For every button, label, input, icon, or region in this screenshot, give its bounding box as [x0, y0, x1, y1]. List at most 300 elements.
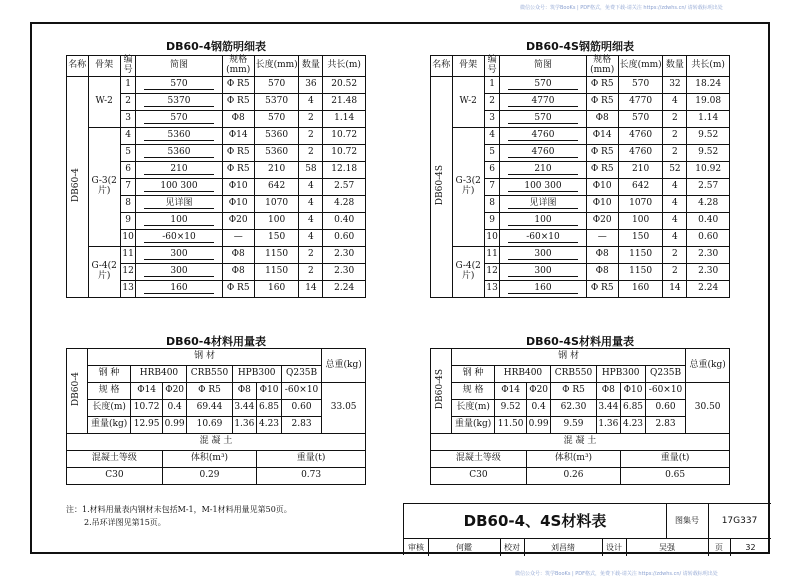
cell: 6.85	[257, 400, 282, 417]
col-no: 编号	[120, 56, 136, 77]
cell-sketch	[136, 93, 222, 110]
cell-no: 12	[484, 263, 500, 280]
cell: Φ10	[222, 195, 254, 212]
cell-no: 5	[120, 144, 136, 161]
cell-sketch	[500, 144, 586, 161]
cell-no: 10	[484, 229, 500, 246]
cell-sketch	[500, 127, 586, 144]
bar-sketch: 300	[508, 249, 578, 260]
col-total: 共长(m)	[323, 56, 366, 77]
cell: 2.30	[687, 263, 730, 280]
cell-no: 5	[484, 144, 500, 161]
cell-no: 10	[120, 229, 136, 246]
cell-sketch	[136, 212, 222, 229]
cell: 2.83	[281, 417, 321, 434]
label: 钢 种	[87, 366, 131, 383]
bar-sketch: 5360	[144, 130, 214, 141]
cell-no: 1	[120, 76, 136, 93]
cell: 150	[618, 229, 663, 246]
cell: 混凝土等级	[67, 451, 163, 468]
bar-sketch: 4760	[508, 130, 578, 141]
total-header: 总重(kg)	[686, 349, 730, 383]
component-name: DB60-4	[71, 167, 82, 202]
cell: 62.30	[551, 400, 596, 417]
watermark-bottom: 微信公众号：筑学BooKs | PDF格式，免费下载-请关注 https://zdwhs.cn/ 请转载标明出处	[515, 571, 718, 577]
label: 重量(kg)	[451, 417, 495, 434]
frame-g3: G-3(2片)	[88, 127, 120, 246]
cell: 9.52	[495, 400, 526, 417]
cell: 4.23	[621, 417, 646, 434]
cell-sketch	[136, 246, 222, 263]
cell-sketch	[500, 212, 586, 229]
col-qty: 数量	[299, 56, 323, 77]
cell: 2	[299, 127, 323, 144]
cell: 570	[618, 110, 663, 127]
cell: Φ10	[621, 383, 646, 400]
cell: —	[586, 229, 618, 246]
cell: 5370	[254, 93, 299, 110]
notes	[66, 503, 292, 529]
cell: 9.52	[687, 127, 730, 144]
design-label: 设计	[602, 539, 627, 556]
cell: 0.40	[323, 212, 366, 229]
cell-sketch	[136, 229, 222, 246]
cell: 4	[299, 178, 323, 195]
bar-sketch: 300	[144, 249, 214, 260]
left-material-table	[66, 348, 366, 485]
cell: 36	[299, 76, 323, 93]
cell: 4	[663, 93, 687, 110]
bar-sketch: 100 300	[508, 181, 578, 192]
cell: 重量(t)	[257, 451, 366, 468]
cell: Φ R5	[586, 76, 618, 93]
bar-sketch: 570	[508, 79, 578, 90]
cell: Φ R5	[222, 76, 254, 93]
cell: 体积(m³)	[526, 451, 620, 468]
cell: 0.99	[162, 417, 187, 434]
cell: 2	[663, 110, 687, 127]
cell: Φ10	[257, 383, 282, 400]
cell: C30	[67, 468, 163, 485]
cell: 5360	[254, 144, 299, 161]
cell: 0.60	[323, 229, 366, 246]
cell-sketch	[136, 263, 222, 280]
col-name: 名称	[431, 56, 453, 77]
cell: 20.52	[323, 76, 366, 93]
cell: Φ10	[586, 195, 618, 212]
cell-no: 7	[120, 178, 136, 195]
left-detail-title: DB60-4钢筋明细表	[165, 40, 267, 53]
cell: 2.30	[323, 263, 366, 280]
cell: 10.72	[323, 144, 366, 161]
check-label: 校对	[500, 539, 525, 556]
table-row	[67, 246, 366, 263]
cell-sketch	[500, 178, 586, 195]
cell: 69.44	[187, 400, 232, 417]
left-material-title: DB60-4材料用量表	[165, 335, 267, 348]
col-total: 共长(m)	[687, 56, 730, 77]
cell-no: 3	[120, 110, 136, 127]
col-sketch: 简图	[500, 56, 586, 77]
cell-sketch	[500, 76, 586, 93]
frame-w2: W-2	[88, 76, 120, 127]
cell: Φ R5	[586, 144, 618, 161]
frame-w2: W-2	[452, 76, 484, 127]
concrete-header: 混 凝 土	[67, 434, 366, 451]
checker: 刘昌绪	[524, 539, 603, 556]
cell: 1150	[618, 263, 663, 280]
cell-no: 6	[484, 161, 500, 178]
cell: 160	[618, 280, 663, 297]
cell: 570	[254, 76, 299, 93]
cell: 0.99	[526, 417, 551, 434]
note-2: 2.吊环详图见第15页。	[84, 518, 166, 527]
cell: 3.44	[232, 400, 257, 417]
total-weight: 33.05	[322, 383, 366, 434]
cell: 100	[618, 212, 663, 229]
atlas-number: 17G337	[721, 516, 758, 526]
cell: 1070	[618, 195, 663, 212]
cell-no: 11	[120, 246, 136, 263]
cell: 4760	[618, 127, 663, 144]
cell: 2	[663, 263, 687, 280]
cell: 4760	[618, 144, 663, 161]
cell: Φ14	[131, 383, 162, 400]
bar-sketch: 160	[508, 283, 578, 294]
cell-no: 9	[484, 212, 500, 229]
cell: -60×10	[645, 383, 685, 400]
cell: CRB550	[187, 366, 232, 383]
cell: 9.52	[687, 144, 730, 161]
cell: 2.24	[323, 280, 366, 297]
cell: Φ8	[586, 110, 618, 127]
bar-sketch: 570	[508, 113, 578, 124]
bar-sketch: 见详图	[508, 198, 578, 209]
cell-sketch	[500, 280, 586, 297]
cell: —	[222, 229, 254, 246]
cell: 0.60	[687, 229, 730, 246]
cell: 0.60	[645, 400, 685, 417]
cell-sketch	[136, 161, 222, 178]
cell: CRB550	[551, 366, 596, 383]
page-number: 32	[745, 543, 756, 552]
cell: 2	[663, 246, 687, 263]
title-block	[403, 503, 771, 555]
signature-row	[404, 538, 771, 556]
col-length: 长度(mm)	[254, 56, 299, 77]
col-spec: 规格(mm)	[586, 56, 618, 77]
col-spec: 规格(mm)	[222, 56, 254, 77]
reviewer: 何鑑	[428, 539, 501, 556]
cell: 2	[299, 246, 323, 263]
cell: 4770	[618, 93, 663, 110]
cell: 52	[663, 161, 687, 178]
cell: 2.30	[323, 246, 366, 263]
cell: 4	[299, 195, 323, 212]
cell: 12.95	[131, 417, 162, 434]
total-header: 总重(kg)	[322, 349, 366, 383]
bar-sketch: 100	[144, 215, 214, 226]
bar-sketch: 5360	[144, 147, 214, 158]
label: 钢 种	[451, 366, 495, 383]
cell: HPB300	[232, 366, 281, 383]
bar-sketch: -60×10	[144, 232, 214, 243]
cell-sketch	[500, 246, 586, 263]
cell: 0.73	[257, 468, 366, 485]
cell: 2.24	[687, 280, 730, 297]
label: 规 格	[87, 383, 131, 400]
cell-no: 4	[484, 127, 500, 144]
col-name: 名称	[67, 56, 89, 77]
cell: 4	[663, 178, 687, 195]
cell: Q235B	[645, 366, 685, 383]
bar-sketch: 4760	[508, 147, 578, 158]
cell: 5360	[254, 127, 299, 144]
cell: 重量(t)	[621, 451, 730, 468]
cell: Φ20	[586, 212, 618, 229]
bar-sketch: 300	[508, 266, 578, 277]
cell-no: 12	[120, 263, 136, 280]
review-label: 审核	[404, 539, 429, 556]
cell: 4.28	[687, 195, 730, 212]
cell: Φ R5	[222, 280, 254, 297]
cell: 1.36	[232, 417, 257, 434]
cell: Φ10	[586, 178, 618, 195]
bar-sketch: -60×10	[508, 232, 578, 243]
left-detail-table	[66, 55, 366, 298]
bar-sketch: 100	[508, 215, 578, 226]
table-header	[67, 56, 366, 77]
cell-sketch	[500, 229, 586, 246]
cell: 3.44	[596, 400, 621, 417]
table-row	[431, 246, 730, 263]
bar-sketch: 见详图	[144, 198, 214, 209]
page-label: 页	[708, 539, 731, 556]
cell-no: 13	[120, 280, 136, 297]
cell: 570	[618, 76, 663, 93]
table-row	[431, 76, 730, 93]
cell: 21.48	[323, 93, 366, 110]
bar-sketch: 210	[508, 164, 578, 175]
cell: 4	[663, 212, 687, 229]
label: 长度(m)	[451, 400, 495, 417]
table-row	[431, 127, 730, 144]
steel-header: 钢 材	[451, 349, 685, 366]
cell: 12.18	[323, 161, 366, 178]
cell: 6.85	[621, 400, 646, 417]
cell-sketch	[136, 280, 222, 297]
cell-sketch	[136, 178, 222, 195]
component-name: DB60-4S	[435, 164, 446, 205]
label: 规 格	[451, 383, 495, 400]
cell: 4	[299, 212, 323, 229]
cell: 体积(m³)	[162, 451, 256, 468]
frame-g4: G-4(2片)	[452, 246, 484, 297]
cell: Φ R5	[586, 161, 618, 178]
cell: Φ8	[586, 246, 618, 263]
cell: 19.08	[687, 93, 730, 110]
cell-no: 4	[120, 127, 136, 144]
cell: Φ8	[232, 383, 257, 400]
bar-sketch: 570	[144, 113, 214, 124]
cell: -60×10	[281, 383, 321, 400]
designer: 吴强	[626, 539, 709, 556]
cell: 210	[254, 161, 299, 178]
cell: 1.36	[596, 417, 621, 434]
cell: 4.28	[323, 195, 366, 212]
cell: C30	[431, 468, 527, 485]
cell: 642	[254, 178, 299, 195]
cell: Φ8	[222, 246, 254, 263]
cell: Φ R5	[586, 93, 618, 110]
cell: 2.30	[687, 246, 730, 263]
bar-sketch: 570	[144, 79, 214, 90]
cell-no: 8	[120, 195, 136, 212]
cell: 150	[254, 229, 299, 246]
cell-no: 9	[120, 212, 136, 229]
cell: Φ14	[222, 127, 254, 144]
cell: Q235B	[281, 366, 321, 383]
cell: Φ R5	[187, 383, 232, 400]
cell: 1.14	[687, 110, 730, 127]
cell: 4	[663, 195, 687, 212]
table-row	[67, 127, 366, 144]
frame-g3: G-3(2片)	[452, 127, 484, 246]
cell: HRB400	[131, 366, 187, 383]
cell-no: 7	[484, 178, 500, 195]
col-no: 编号	[484, 56, 500, 77]
cell-no: 2	[120, 93, 136, 110]
cell: 2.57	[323, 178, 366, 195]
cell: 160	[254, 280, 299, 297]
cell: 10.72	[131, 400, 162, 417]
cell: 1.14	[323, 110, 366, 127]
col-frame: 骨架	[88, 56, 120, 77]
note-1: 注：1.材料用量表内钢材未包括M-1，M-1材料用量见第50页。	[66, 505, 292, 514]
atlas-label: 图集号	[666, 504, 709, 538]
cell: 4.23	[257, 417, 282, 434]
cell-sketch	[500, 161, 586, 178]
col-length: 长度(mm)	[618, 56, 663, 77]
cell-sketch	[136, 127, 222, 144]
cell: 1150	[254, 263, 299, 280]
cell: 32	[663, 76, 687, 93]
col-qty: 数量	[663, 56, 687, 77]
right-detail-title: DB60-4S钢筋明细表	[526, 40, 634, 53]
cell: 2	[663, 144, 687, 161]
cell: 0.26	[526, 468, 620, 485]
cell: 14	[299, 280, 323, 297]
cell: 2	[299, 263, 323, 280]
cell: Φ R5	[222, 161, 254, 178]
cell: 642	[618, 178, 663, 195]
cell-sketch	[500, 263, 586, 280]
cell-no: 11	[484, 246, 500, 263]
cell: 2.83	[645, 417, 685, 434]
cell: 1150	[618, 246, 663, 263]
label: 长度(m)	[87, 400, 131, 417]
cell: Φ14	[495, 383, 526, 400]
cell: 10.92	[687, 161, 730, 178]
cell: 2	[299, 144, 323, 161]
cell: 0.4	[162, 400, 187, 417]
cell-sketch	[500, 195, 586, 212]
cell: Φ20	[222, 212, 254, 229]
cell: Φ8	[222, 263, 254, 280]
cell: Φ20	[162, 383, 187, 400]
cell: Φ R5	[586, 280, 618, 297]
cell-no: 6	[120, 161, 136, 178]
cell-no: 2	[484, 93, 500, 110]
drawing-title: DB60-4、4S材料表	[404, 504, 667, 538]
cell: 10.69	[187, 417, 232, 434]
cell: 4	[299, 93, 323, 110]
cell-no: 13	[484, 280, 500, 297]
cell-sketch	[136, 195, 222, 212]
cell: Φ R5	[551, 383, 596, 400]
cell: 1070	[254, 195, 299, 212]
right-material-title: DB60-4S材料用量表	[526, 335, 634, 348]
component-name: DB60-4S	[434, 368, 445, 410]
cell: 1150	[254, 246, 299, 263]
cell: 14	[663, 280, 687, 297]
steel-header: 钢 材	[87, 349, 321, 366]
bar-sketch: 4770	[508, 96, 578, 107]
cell: Φ10	[222, 178, 254, 195]
cell: Φ8	[596, 383, 621, 400]
right-material-table	[430, 348, 730, 485]
cell: 2.57	[687, 178, 730, 195]
right-detail-table	[430, 55, 730, 298]
cell: 210	[618, 161, 663, 178]
cell-sketch	[136, 76, 222, 93]
cell: 0.29	[162, 468, 256, 485]
cell: 58	[299, 161, 323, 178]
cell: 4	[299, 229, 323, 246]
cell: 0.40	[687, 212, 730, 229]
cell: 0.60	[281, 400, 321, 417]
watermark-top: 微信公众号：筑学BooKs | PDF格式，免费下载-请关注 https://zdwhs.cn/ 请转载标明出处	[520, 5, 723, 11]
cell: 18.24	[687, 76, 730, 93]
frame-g4: G-4(2片)	[88, 246, 120, 297]
col-sketch: 简图	[136, 56, 222, 77]
cell: 2	[299, 110, 323, 127]
cell-sketch	[500, 110, 586, 127]
cell: HPB300	[596, 366, 645, 383]
cell: 570	[254, 110, 299, 127]
cell: Φ8	[222, 110, 254, 127]
cell: 2	[663, 127, 687, 144]
bar-sketch: 300	[144, 266, 214, 277]
cell: 4	[663, 229, 687, 246]
cell: HRB400	[495, 366, 551, 383]
cell: 9.59	[551, 417, 596, 434]
cell: Φ R5	[222, 93, 254, 110]
cell: Φ14	[586, 127, 618, 144]
cell-sketch	[136, 110, 222, 127]
table-row	[67, 76, 366, 93]
bar-sketch: 100 300	[144, 181, 214, 192]
cell-no: 1	[484, 76, 500, 93]
cell: Φ20	[526, 383, 551, 400]
cell: 100	[254, 212, 299, 229]
cell: 混凝土等级	[431, 451, 527, 468]
cell: 10.72	[323, 127, 366, 144]
cell-sketch	[136, 144, 222, 161]
cell: 11.50	[495, 417, 526, 434]
cell: Φ R5	[222, 144, 254, 161]
total-weight: 30.50	[686, 383, 730, 434]
